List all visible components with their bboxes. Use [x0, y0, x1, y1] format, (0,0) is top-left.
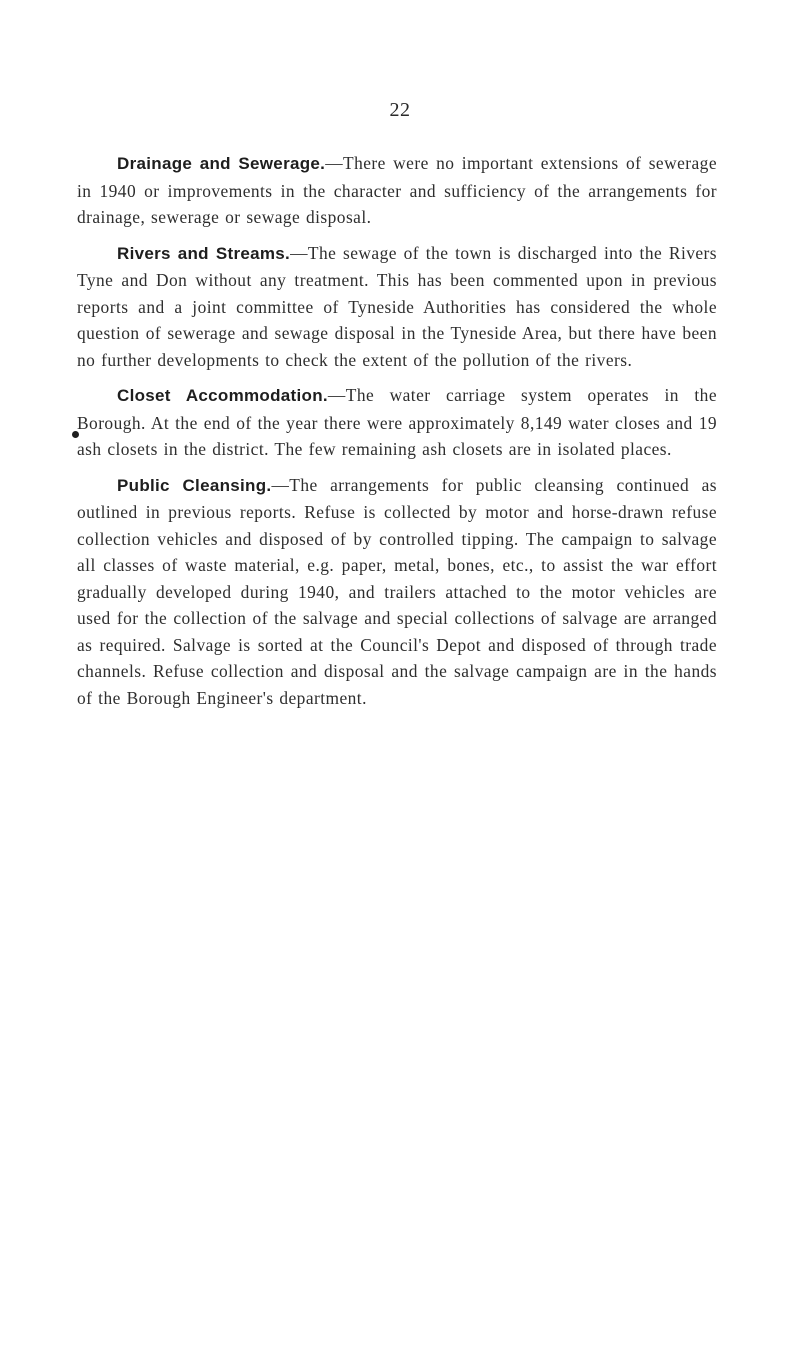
paragraph-closet-accommodation: [77, 382, 717, 463]
heading-closet-accommodation: Closet Accommodation.: [117, 386, 328, 405]
text-drainage-sewerage: —There were no important extensions of sewerage in 1940 or improvements in the character and sufficiency of the arrangements for drainage, sewerage or sewage disposal.: [77, 153, 717, 227]
paragraph-public-cleansing: [77, 472, 717, 712]
page-number: 22: [389, 99, 411, 121]
paragraph-rivers-streams: [77, 240, 717, 374]
heading-drainage-sewerage: Drainage and Sewerage.: [117, 154, 326, 173]
paragraph-drainage-sewerage: [77, 150, 717, 231]
text-closet-accommodation: —The water carriage system operates in the Borough. At the end of the year there were approximately 8,149 water closes and 19 ash closets in the district. The few remaining ash closets are in isolated places.: [77, 385, 717, 459]
document-body: [77, 150, 717, 720]
text-rivers-streams: —The sewage of the town is discharged into the Rivers Tyne and Don without any treatment. This has been commented upon in previous reports and a joint committee of Tyneside Authorities has considered the whole question of sewerage and sewage disposal in the Tyneside Area, but there have been no further developments to check the extent of the pollution of the rivers.: [77, 242, 717, 370]
heading-rivers-streams: Rivers and Streams.: [117, 243, 291, 263]
heading-public-cleansing: Public Cleansing.: [117, 475, 272, 495]
text-public-cleansing: —The arrangements for public cleansing continued as outlined in previous reports. Refuse is collected by motor and horse-drawn refuse collection vehicles and disposed of by controlled tipping. The campaign to salvage all classes of waste material, e.g. paper, metal, bones, etc., to assist the war effort gradually developed during 1940, and trailers attached to the motor vehicles are used for the collection of the salvage and special collections of salvage are arranged as required. Salvage is sorted at the Council's Depot and disposed of through trade channels. Refuse collection and disposal and the salvage campaign are in the hands of the Borough Engineer's department.: [77, 474, 717, 708]
